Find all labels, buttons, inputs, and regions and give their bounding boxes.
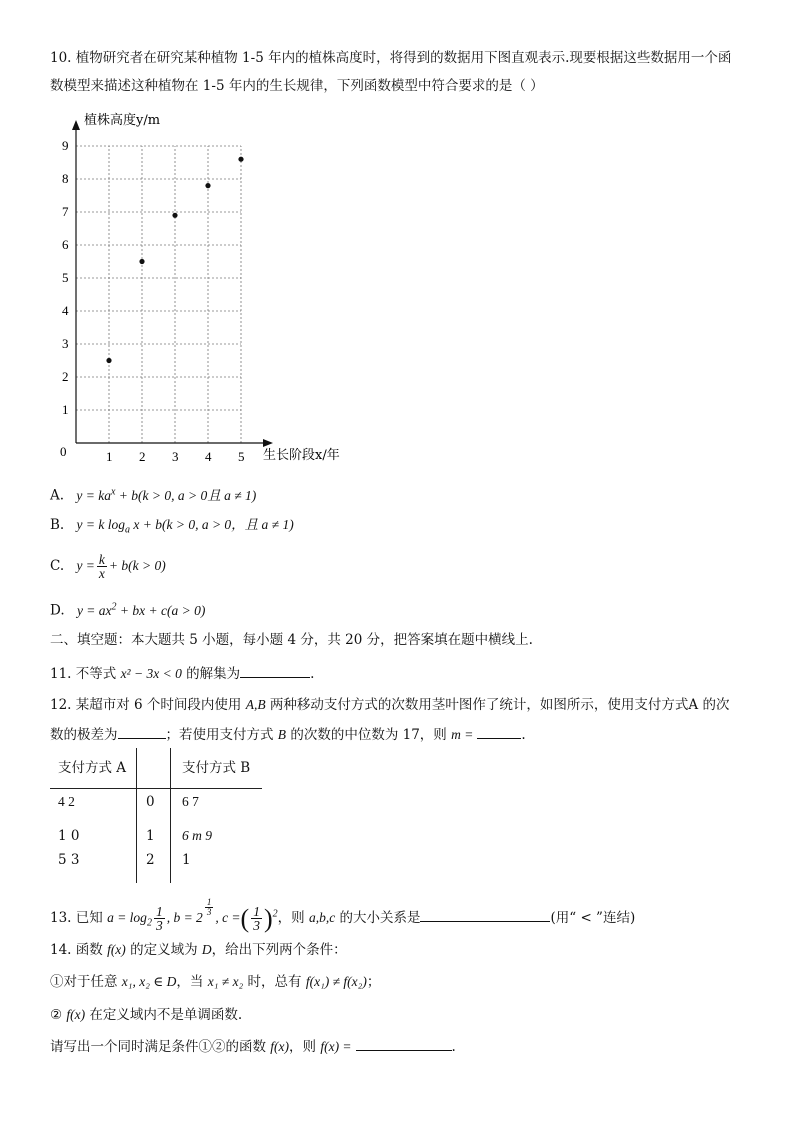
data-point	[172, 213, 177, 218]
option-b-label: B.	[50, 517, 65, 533]
origin-label: 0	[60, 444, 67, 459]
q11-answer-blank[interactable]	[240, 663, 310, 678]
stem-row-right: 1	[182, 852, 191, 868]
y-tick-label: 7	[62, 204, 69, 219]
q10-line2: 数模型来描述这种植物在 1-5 年内的生长规律，下列函数模型中符合要求的是（ ）	[50, 78, 544, 94]
q14-answer-blank[interactable]	[356, 1036, 452, 1051]
stem-row-stem: 0	[146, 794, 155, 810]
stem-row-left: 5 3	[58, 852, 80, 868]
data-point	[238, 157, 243, 162]
data-point	[139, 259, 144, 264]
q12-line1: 12. 某超市对 6 个时间段内使用 A,B 两种移动支付方式的次数用茎叶图作了统计，如图所示，使用支付方式A 的次	[50, 697, 730, 713]
y-tick-label: 5	[62, 270, 69, 285]
q14-line1: 14. 函数 f(x) 的定义域为 D，给出下列两个条件：	[50, 942, 347, 958]
x-tick-label: 1	[106, 449, 113, 464]
y-tick-label: 2	[62, 369, 69, 384]
option-b-math: y = k $\log_a x + b(k > 0$, a > 0，且 a ≠ 1)	[76, 517, 294, 536]
q12-m-blank[interactable]	[477, 724, 521, 739]
option-d-math: $y = ax^2$ + bx + c(a > 0)	[76, 601, 206, 618]
chart-axes	[72, 120, 273, 447]
option-c-label: C.	[50, 558, 65, 574]
q11: 11. 不等式 x² − 3x < 0 的解集为 .	[50, 663, 314, 684]
q14-condition-2: ② f(x) 在定义域内不是单调函数.	[50, 1007, 243, 1023]
q11-math: x² − 3x < 0	[120, 666, 182, 681]
q12-range-blank[interactable]	[118, 724, 166, 739]
x-tick-label: 5	[238, 449, 245, 464]
chart-points	[106, 157, 243, 364]
q13: 13. 已知 $a = \log_2$ $\frac{1}{3}$ , b = 2 $^{\frac{1}{3}}$ , c =( $\frac{1}{3}$ )$^2$，则 a,b,c 的大小关系是 (用“ < ”连结)	[50, 897, 636, 934]
option-b	[50, 515, 294, 541]
stem-divider-right	[170, 748, 171, 883]
chart-ticks	[62, 138, 245, 464]
stem-leaf-table	[50, 748, 262, 883]
q13-answer-blank[interactable]	[420, 907, 550, 922]
y-axis-arrow	[72, 120, 80, 130]
stem-row-right: 6 7	[182, 794, 199, 809]
option-a	[50, 482, 256, 506]
q14-line4: 请写出一个同时满足条件①②的函数 f(x)，则 f(x) = .	[50, 1036, 456, 1057]
q12-line2: 数的极差为 ；若使用支付方式 B 的次数的中位数为 17，则 m = .	[50, 724, 526, 745]
data-point	[106, 358, 111, 363]
y-tick-label: 3	[62, 336, 69, 351]
option-c-math: y = $\frac{k}{x}$ + b(k > 0)	[76, 552, 166, 582]
y-tick-label: 9	[62, 138, 69, 153]
stem-head-b: 支付方式 B	[182, 760, 251, 776]
x-axis-arrow	[263, 439, 273, 447]
stem-head-a: 支付方式 A	[58, 760, 127, 776]
y-tick-label: 8	[62, 171, 69, 186]
option-d-label: D.	[50, 602, 65, 619]
stem-row-left: 1 0	[58, 828, 80, 844]
y-tick-label: 6	[62, 237, 69, 252]
section-heading: 二、填空题：本大题共 5 小题，每小题 4 分，共 20 分，把答案填在题中横线上.	[50, 632, 533, 648]
stem-row-left: 4 2	[58, 794, 75, 809]
x-tick-label: 3	[172, 449, 179, 464]
option-c	[50, 548, 166, 584]
chart-grid	[76, 146, 241, 443]
q14-condition-1: ①对于任意 x₁, x₂ ∈ D，当 x₁ ≠ x₂ 时，总有 f(x₁) ≠ f(x₂)；	[50, 974, 381, 990]
x-tick-label: 2	[139, 449, 146, 464]
y-axis-label: 植株高度y/m	[84, 113, 161, 128]
stem-row-stem: 2	[146, 852, 155, 868]
y-tick-label: 4	[62, 303, 69, 318]
stem-row-stem: 1	[146, 828, 155, 844]
stem-head-rule	[50, 788, 262, 789]
scatter-chart	[40, 108, 360, 473]
stem-divider-left	[136, 748, 137, 883]
option-a-label: A.	[50, 487, 65, 504]
x-axis-label: 生长阶段x/年	[263, 448, 340, 463]
stem-row-right: 6 m 9	[182, 828, 212, 843]
option-d	[50, 597, 205, 621]
option-a-math: $y = ka^x + b(k > 0$, a > 0且 a ≠ 1)	[76, 486, 257, 503]
x-tick-label: 4	[205, 449, 212, 464]
data-point	[205, 183, 210, 188]
y-tick-label: 1	[62, 402, 69, 417]
q10-line1: 10. 植物研究者在研究某种植物 1-5 年内的植株高度时，将得到的数据用下图直观表示.现要根据这些数据用一个函	[50, 50, 732, 66]
